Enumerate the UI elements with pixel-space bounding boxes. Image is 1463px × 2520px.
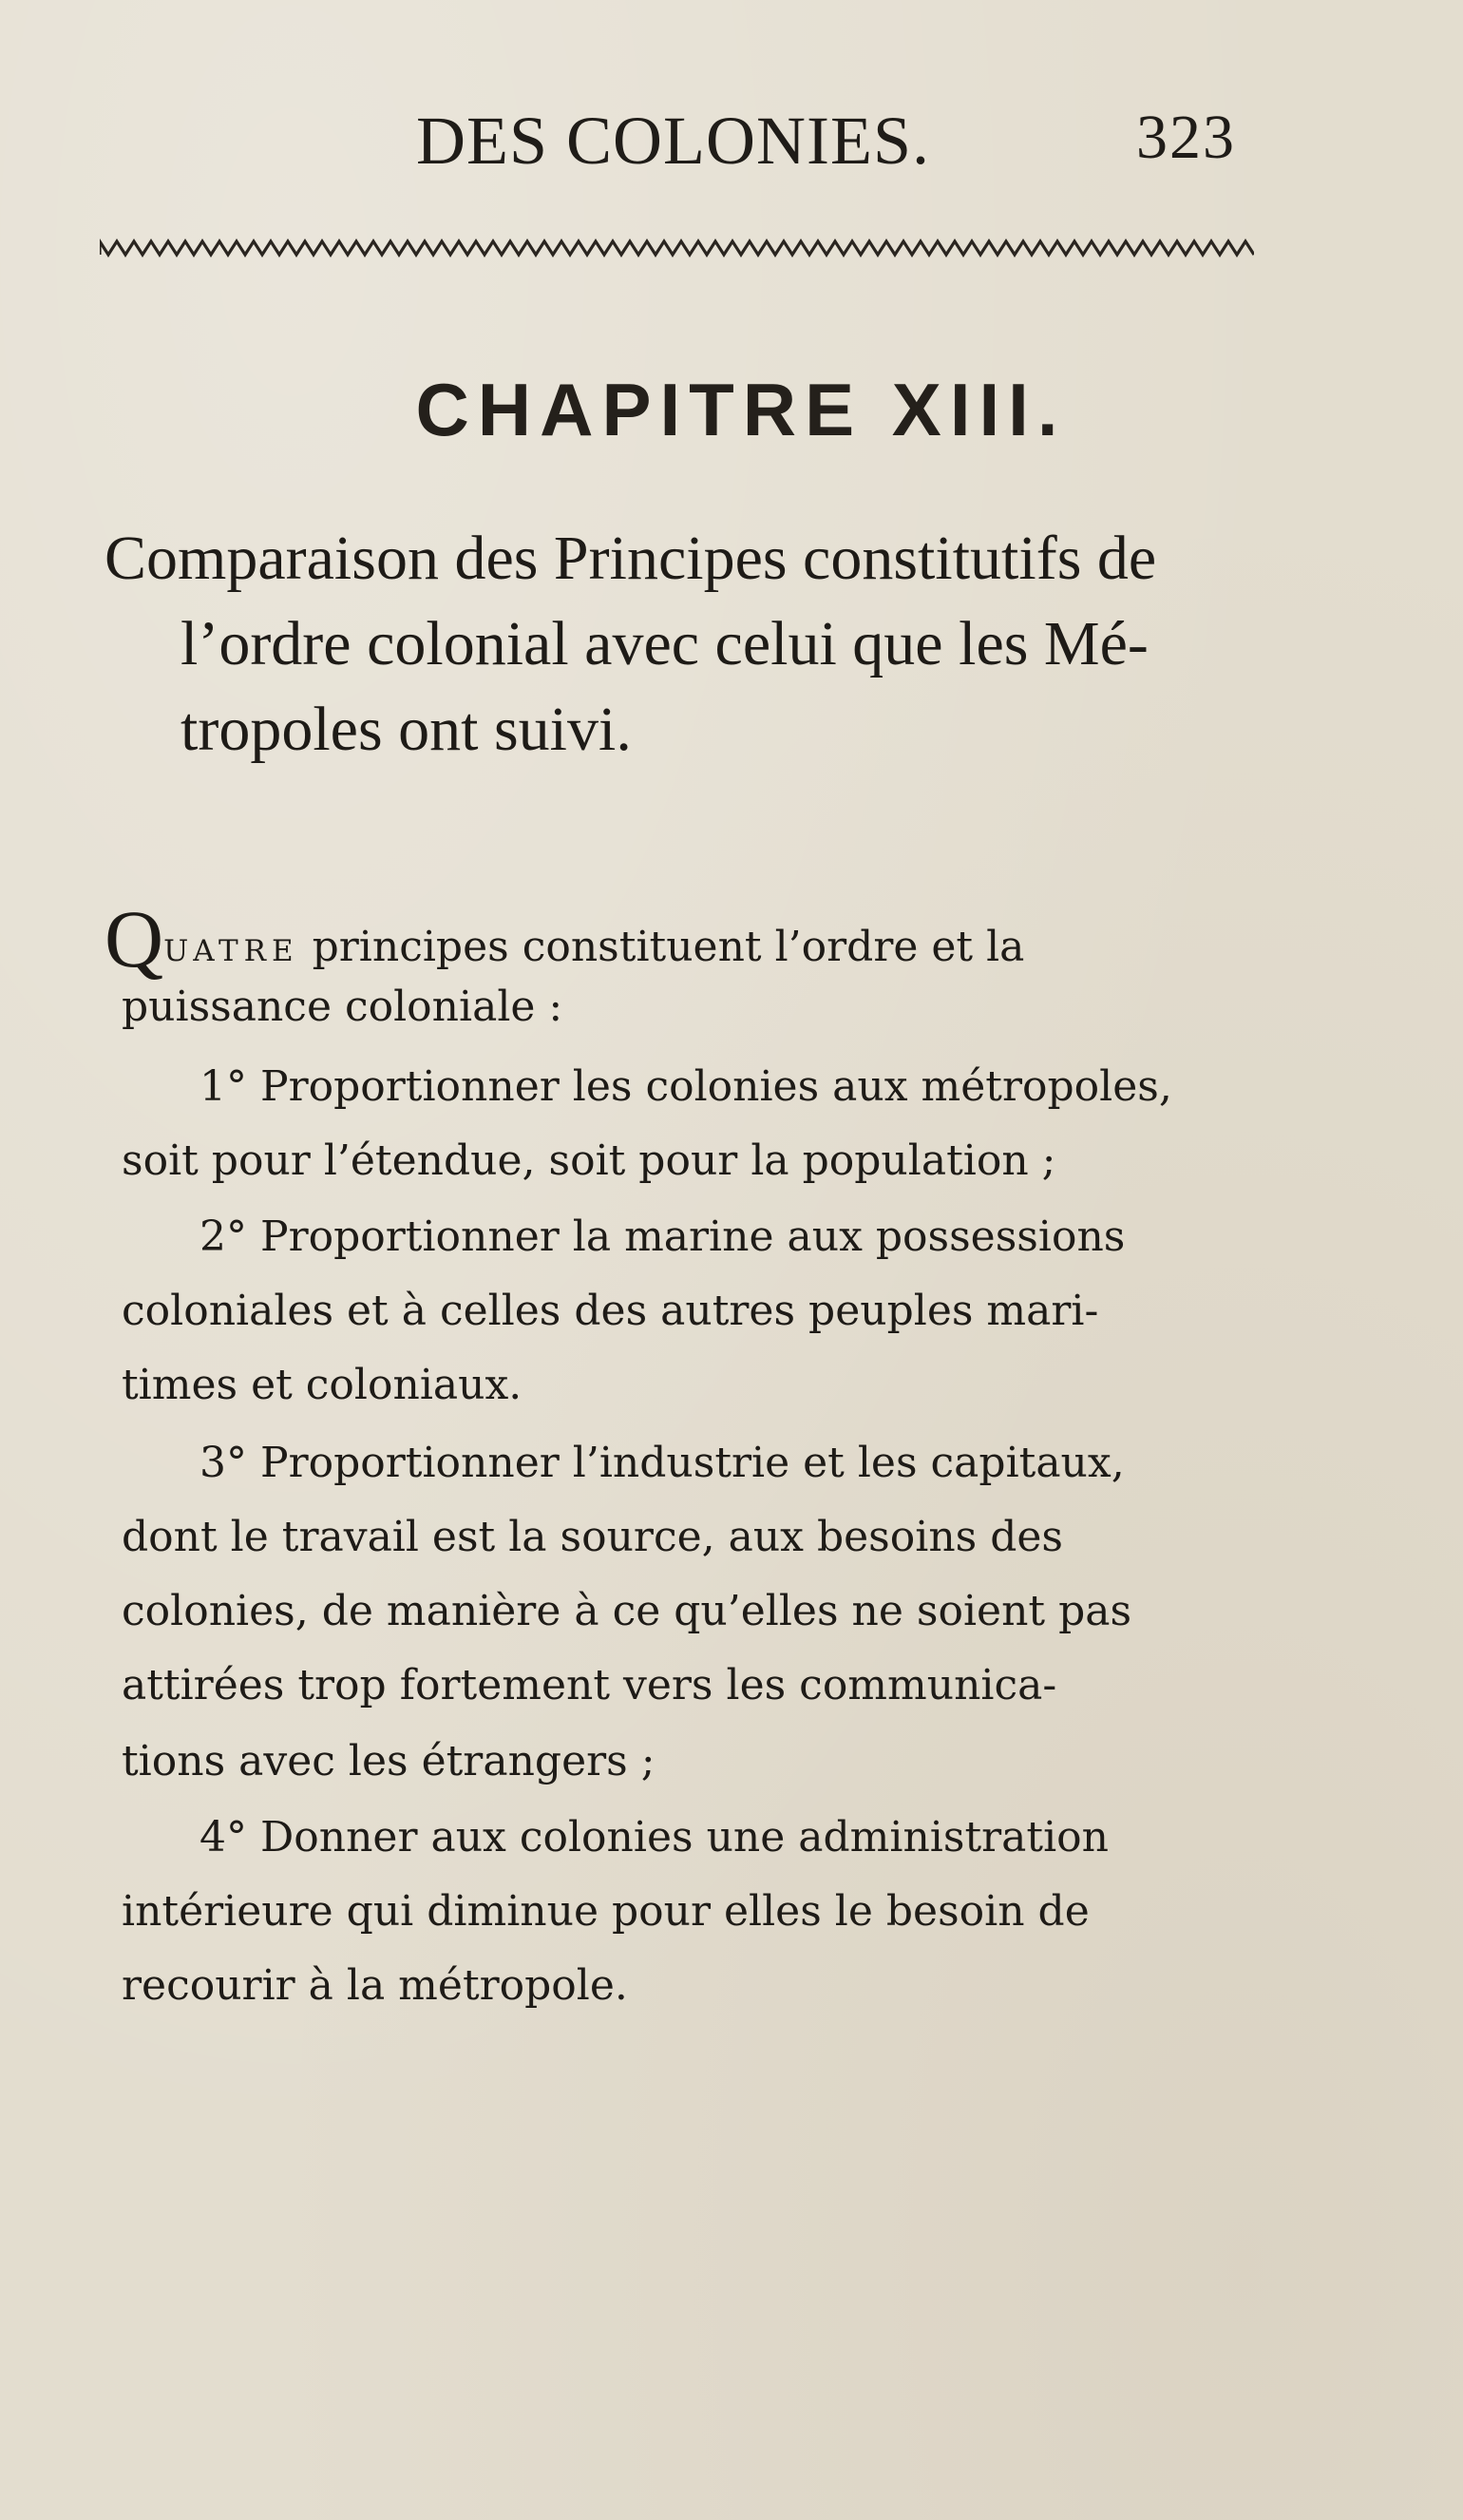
- body-line-2: 1° Proportionner les colonies aux métropoles,: [200, 1062, 1172, 1111]
- drop-cap: Q: [104, 893, 164, 984]
- ornamental-rule: [100, 238, 1254, 258]
- body-line-8: dont le travail est la source, aux besoins des: [122, 1513, 1064, 1561]
- body-line-7: 3° Proportionner l’industrie et les capitaux,: [200, 1439, 1125, 1487]
- body-line-6: times et coloniaux.: [122, 1361, 522, 1409]
- body-line-5: coloniales et à celles des autres peuples mari-: [122, 1287, 1099, 1335]
- chapter-title-line-2: l’ordre colonial avec celui que les Mé-: [180, 609, 1149, 678]
- body-line-14: recourir à la métropole.: [122, 1961, 628, 2010]
- chapter-title-line-1: Comparaison des Principes constitutifs de: [104, 524, 1157, 593]
- first-line-rest: principes constituent l’ordre et la: [298, 923, 1025, 971]
- body-line-13: intérieure qui diminue pour elles le besoin de: [122, 1887, 1090, 1936]
- chapter-heading: CHAPITRE XIII.: [415, 368, 1067, 451]
- running-title: DES COLONIES.: [416, 103, 931, 179]
- body-line-9: colonies, de manière à ce qu’elles ne soient pas: [122, 1587, 1132, 1635]
- body-line-10: attirées trop fortement vers les communica-: [122, 1661, 1057, 1709]
- chapter-title-line-3: tropoles ont suivi.: [180, 695, 632, 764]
- page-number: 323: [1136, 103, 1236, 172]
- body-first-line: [104, 893, 1025, 984]
- opening-small-caps: uatre: [163, 923, 299, 971]
- body-line-11: tions avec les étrangers ;: [122, 1737, 656, 1785]
- body-line-4: 2° Proportionner la marine aux possessions: [200, 1212, 1126, 1261]
- body-line-12: 4° Donner aux colonies une administration: [200, 1813, 1109, 1861]
- body-line-3: soit pour l’étendue, soit pour la population ;: [122, 1136, 1056, 1185]
- body-line-1: puissance coloniale :: [122, 983, 563, 1031]
